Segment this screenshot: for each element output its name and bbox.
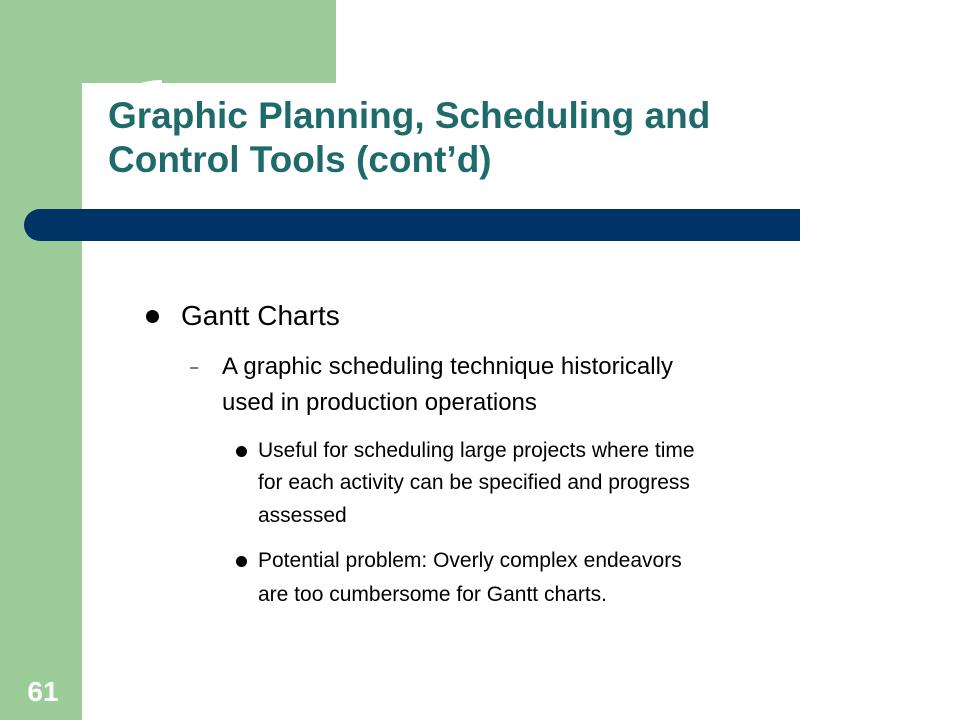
bullet-level3-item-2-line-1: Potential problem: Overly complex endeavors <box>258 549 682 572</box>
slide-number: 61 <box>27 676 59 707</box>
bullet-level1-text: Gantt Charts <box>181 300 340 331</box>
bullet-level3-item-1-line-1: Useful for scheduling large projects where time <box>258 439 695 462</box>
title-underline-bar <box>24 209 800 241</box>
bullet-level3-item-1-line-3: assessed <box>258 504 347 527</box>
bullet-dot-icon <box>146 310 159 323</box>
slide-title <box>108 94 928 182</box>
dash-bullet-icon: – <box>190 359 199 376</box>
slide-title-line-2: Control Tools (cont’d) <box>108 139 492 180</box>
bullet-dot-icon <box>236 446 247 457</box>
bullet-level2-line-2: used in production operations <box>222 389 537 416</box>
bullet-level3-item-1-line-2: for each activity can be specified and progress <box>258 471 690 494</box>
bullet-level3-item-2-line-2: are too cumbersome for Gantt charts. <box>258 583 607 606</box>
decorative-green-sidebar <box>0 0 82 720</box>
bullet-dot-icon <box>236 556 247 567</box>
slide-title-line-1: Graphic Planning, Scheduling and <box>108 95 711 136</box>
bullet-level2-line-1: A graphic scheduling technique historically <box>222 353 673 380</box>
